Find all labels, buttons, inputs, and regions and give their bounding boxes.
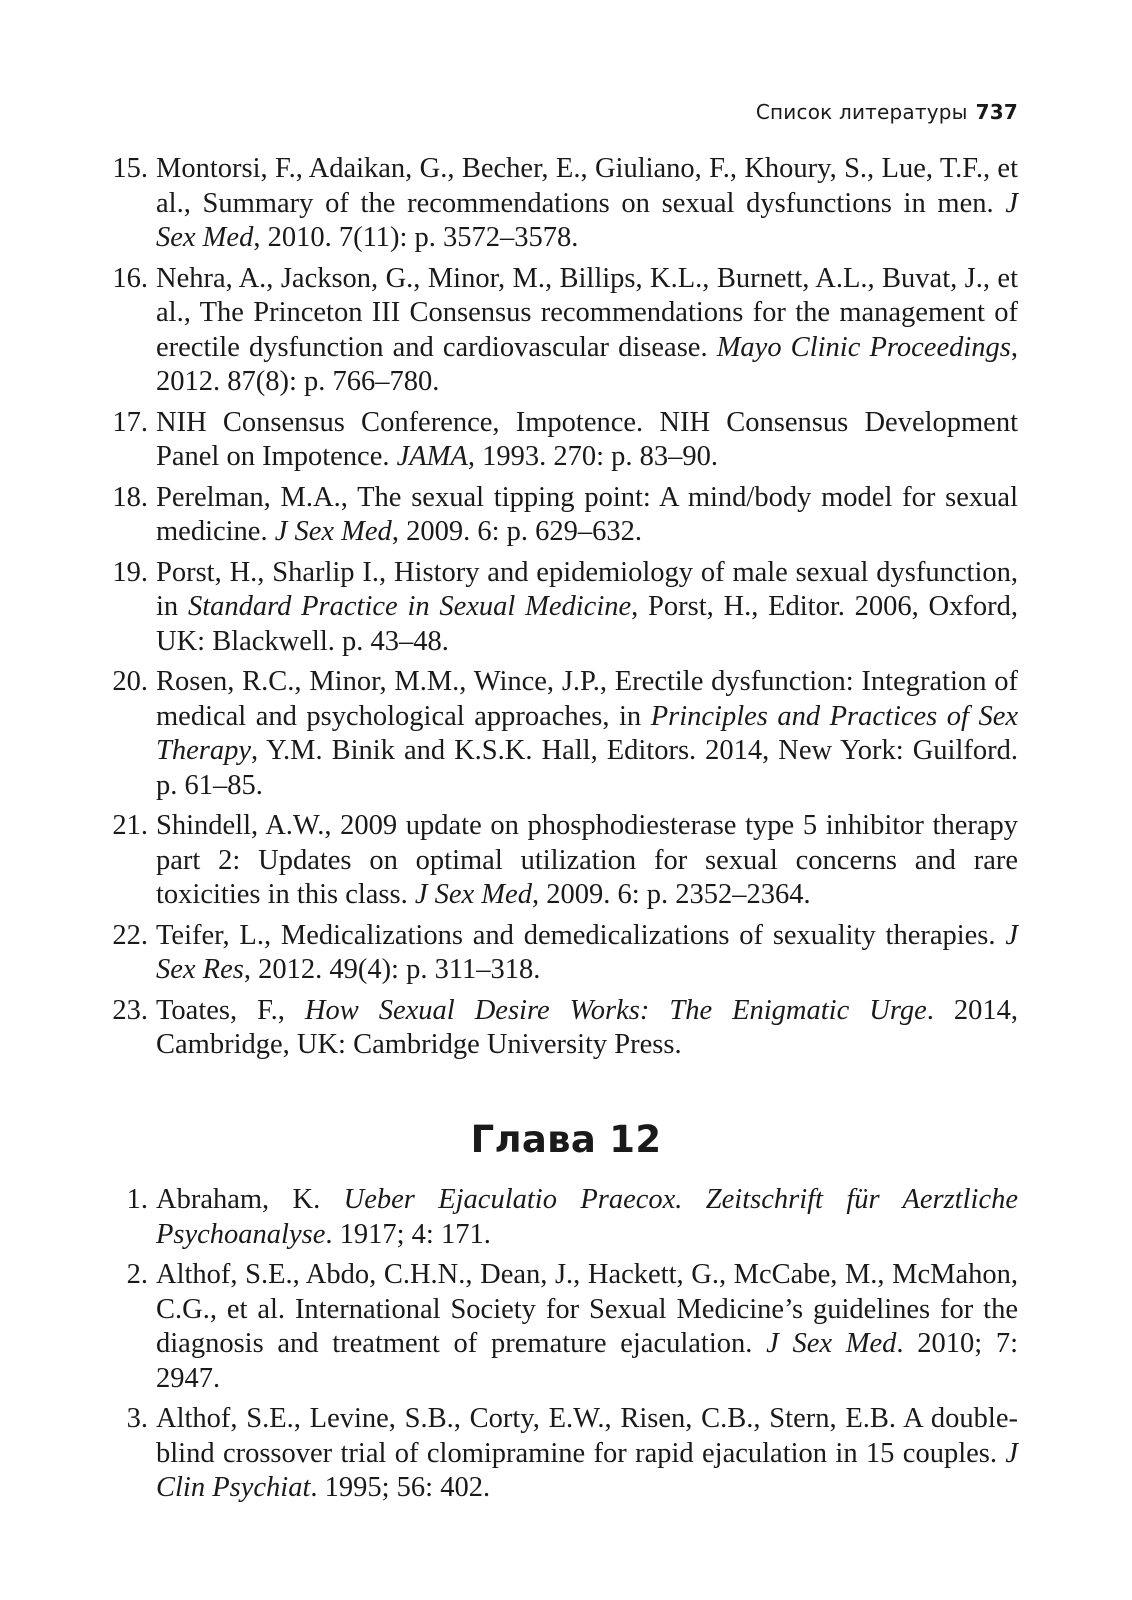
reference-text: Porst, H., Sharlip I., History and epidemiology of male sexual dysfunction, in <box>156 556 1018 622</box>
reference-details: , Porst, H., Editor. 2006, Oxford, UK: Blackwell. p. 43–48. <box>156 591 1018 657</box>
reference-details: , 2012. 87(8): p. 766–780. <box>156 331 1018 397</box>
reference-details: , 2012. 49(4): p. 311–318. <box>243 954 541 985</box>
reference-item <box>100 1183 1018 1252</box>
reference-list-chapter-12 <box>100 1183 1018 1512</box>
reference-text: Abraham, K. <box>156 1184 344 1215</box>
reference-number: 23. <box>112 994 148 1026</box>
reference-number: 1. <box>126 1184 148 1215</box>
reference-number: 18. <box>112 481 148 513</box>
reference-source: J Sex Med <box>766 1328 897 1359</box>
reference-number: 22. <box>112 919 148 951</box>
reference-source: J Clin Psychiat <box>156 1437 1018 1503</box>
running-head-title: Список литературы <box>755 100 968 124</box>
reference-item <box>100 919 1018 988</box>
reference-details: , 2009. 6: p. 2352–2364. <box>531 879 811 910</box>
reference-source: Ueber Ejaculatio Praecox. Zeitschrift für Aerztliche Psychoanalyse <box>156 1184 1018 1250</box>
reference-source: How Sexual Desire Works: The Enigmatic Urge <box>304 994 927 1026</box>
reference-text: Teifer, L., Medicalizations and demedicalizations of sexuality therapies. <box>156 919 1006 951</box>
reference-item <box>100 1258 1018 1396</box>
reference-item <box>100 809 1018 913</box>
reference-number: 16. <box>112 262 148 294</box>
reference-details: , 1993. 270: p. 83–90. <box>467 441 718 472</box>
reference-item <box>100 152 1018 256</box>
reference-number: 19. <box>112 556 148 588</box>
reference-details: , 2010. 7(11): p. 3572–3578. <box>253 222 579 253</box>
reference-text: Nehra, A., Jackson, G., Minor, M., Billips, K.L., Burnett, A.L., Buvat, J., et al., The Princeton III Consensus recommendations for the management of erectile dysfunction and cardiovascular disease. <box>156 262 1018 363</box>
reference-number: 17. <box>112 406 148 438</box>
reference-source: J Sex Med <box>274 516 392 547</box>
reference-text: NIH Consensus Conference, Impotence. NIH Consensus Development Panel on Impotence. <box>156 406 1018 472</box>
reference-source: J Sex Med <box>156 187 1018 253</box>
reference-text: Althof, S.E., Levine, S.B., Corty, E.W., Risen, C.B., Stern, E.B. A double-blind crossover trial of clomipramine for rapid ejaculation in 15 couples. <box>156 1403 1018 1469</box>
reference-text: Rosen, R.C., Minor, M.M., Wince, J.P., Erectile dysfunction: Integration of medical and psychological approaches, in <box>156 666 1018 732</box>
reference-text: Toates, F., <box>156 994 305 1026</box>
page-number: 737 <box>975 100 1018 124</box>
reference-source: J Sex Res <box>156 919 1018 985</box>
reference-source: JAMA <box>396 441 468 472</box>
reference-item <box>100 1402 1018 1506</box>
reference-number: 21. <box>112 810 148 841</box>
reference-number: 3. <box>126 1403 148 1434</box>
reference-number: 2. <box>126 1259 148 1290</box>
reference-text: Althof, S.E., Abdo, C.H.N., Dean, J., Hackett, G., McCabe, M., McMahon, C.G., et al. International Society for Sexual Medicine’s guidelines for the diagnosis and treatment of premature ejaculation. <box>156 1259 1018 1359</box>
reference-details: . 1995; 56: 402. <box>310 1472 491 1503</box>
reference-text: Montorsi, F., Adaikan, G., Becher, E., Giuliano, F., Khoury, S., Lue, T.F., et al., Summary of the recommendations on sexual dysfunctions in men. <box>156 153 1018 219</box>
reference-item <box>100 665 1018 803</box>
reference-number: 15. <box>112 153 148 184</box>
reference-source: Mayo Clinic Proceedings <box>716 331 1011 363</box>
reference-source: Principles and Practices of Sex Therapy <box>156 700 1018 766</box>
reference-details: , Y.M. Binik and K.S.K. Hall, Editors. 2014, New York: Guilford. p. 61–85. <box>156 735 1018 801</box>
reference-item <box>100 481 1018 550</box>
reference-source: Standard Practice in Sexual Medicine <box>187 591 632 622</box>
reference-item <box>100 406 1018 475</box>
reference-details: , 2009. 6: p. 629–632. <box>391 516 642 547</box>
reference-details: . 1917; 4: 171. <box>325 1218 491 1250</box>
reference-details: . 2010; 7: 2947. <box>156 1328 1018 1394</box>
reference-number: 20. <box>112 666 148 697</box>
reference-text: Perelman, M.A., The sexual tipping point: A mind/body model for sexual medicine. <box>156 481 1018 547</box>
reference-details: . 2014, Cambridge, UK: Cambridge University Press. <box>156 994 1019 1060</box>
chapter-heading: Глава 12 <box>470 1118 662 1161</box>
reference-item <box>100 994 1018 1063</box>
reference-item <box>100 262 1018 400</box>
reference-item <box>100 556 1018 660</box>
running-head <box>756 100 1018 124</box>
reference-list-chapter-11 <box>100 152 1018 1069</box>
reference-source: J Sex Med <box>414 879 532 910</box>
reference-text: Shindell, A.W., 2009 update on phosphodiesterase type 5 inhibitor therapy part 2: Updates on optimal utilization for sexual concerns and rare toxicities in this class. <box>156 810 1018 910</box>
